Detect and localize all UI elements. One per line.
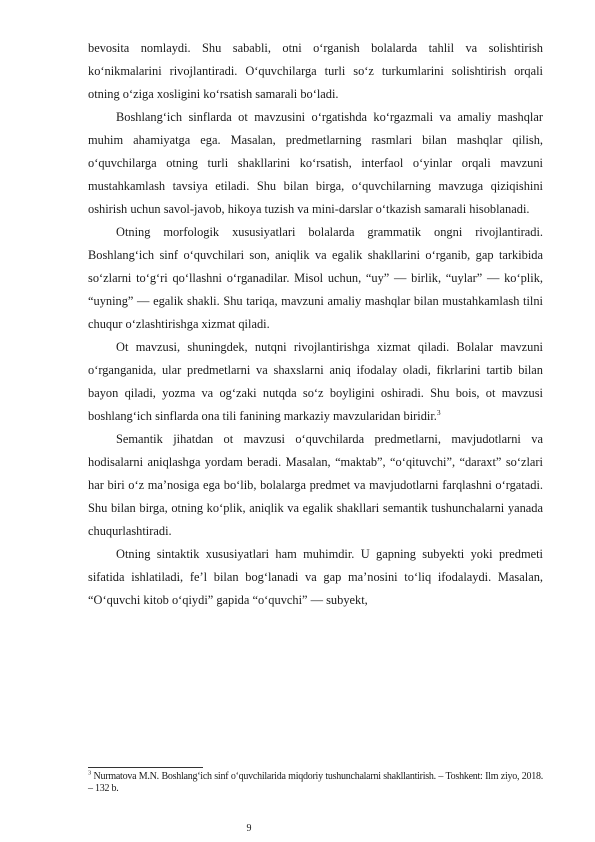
page-number: 9 [246, 823, 252, 834]
paragraph-2: Boshlang‘ich sinflarda ot mavzusini o‘rgatishda ko‘rgazmali va amaliy mashqlar muhim ahamiyatga ega. Masalan, predmetlarning rasmlari bilan mashqlar qilish, o‘quvchilarga otning turli shakllarini ko‘rsatish, interfaol o‘yinlar orqali mavzuni mustahkamlash tavsiya etiladi. Shu bilan birga, o‘quvchilarning mavzuga qiziqishini oshirish uchun savol-javob, hikoya tuzish va mini-darslar o‘tkazish samarali hisoblanadi. [88, 110, 543, 216]
body-text [88, 37, 543, 612]
footnote [88, 771, 543, 795]
paragraph-4-text: Ot mavzusi, shuningdek, nutqni rivojlantirishga xizmat qiladi. Bolalar mavzuni o‘rganganida, ular predmetlarni va shaxslarni aniq ifodalay oladi, fikrlarini tartib bilan bayon qiladi, yozma va og‘zaki nutqda so‘z boyligini oshiradi. Shu bois, ot mavzusi boshlang‘ich sinflarda ona tili fanining markaziy mavzularidan biridir. [88, 340, 543, 423]
footnote-reference: 3 [436, 407, 441, 417]
paragraph-4 [88, 336, 543, 428]
paragraph-3: Otning morfologik xususiyatlari bolalarda grammatik ongni rivojlantiradi. Boshlang‘ich sinf o‘quvchilari son, aniqlik va egalik shakllarini o‘rganib, gap tarkibida so‘zlarni to‘g‘ri qo‘llashni o‘rganadilar. Misol uchun, “uy” — birlik, “uylar” — ko‘plik, “uyning” — egalik shakli. Shu tariqa, mavzuni amaliy mashqlar bilan mustahkamlash tilni chuqur o‘zlashtirishga xizmat qiladi. [88, 225, 543, 331]
paragraph-1: bevosita nomlaydi. Shu sababli, otni o‘rganish bolalarda tahlil va solishtirish ko‘nikmalarini rivojlantiradi. O‘quvchilarga turli so‘z turkumlarini solishtirish orqali otning o‘ziga xosligini ko‘rsatish samarali bo‘ladi. [88, 41, 543, 101]
footnote-number: 3 [88, 769, 91, 777]
paragraph-5: Semantik jihatdan ot mavzusi o‘quvchilarda predmetlarni, mavjudotlarni va hodisalarni aniqlashga yordam beradi. Masalan, “maktab”, “o‘qituvchi”, “daraxt” so‘zlari har biri o‘z ma’nosiga ega bo‘lib, bolalarga predmet va mavjudotlarni farqlashni o‘rgatadi. Shu bilan birga, otning ko‘plik, aniqlik va egalik shakllari semantik tushunchalarni yanada chuqurlashtiradi. [88, 432, 543, 538]
footnote-divider [88, 767, 203, 768]
footnote-text: Nurmatova M.N. Boshlang‘ich sinf o‘quvchilarida miqdoriy tushunchalarni shakllantirish. – Toshkent: Ilm ziyo, 2018. – 132 b. [88, 771, 544, 794]
paragraph-6: Otning sintaktik xususiyatlari ham muhimdir. U gapning subyekti yoki predmeti sifatida ishlatiladi, fe’l bilan bog‘lanadi va gap ma’nosini to‘liq ifodalaydi. Masalan, “O‘quvchi kitob o‘qiydi” gapida “o‘quvchi” — subyekt, [88, 547, 543, 607]
